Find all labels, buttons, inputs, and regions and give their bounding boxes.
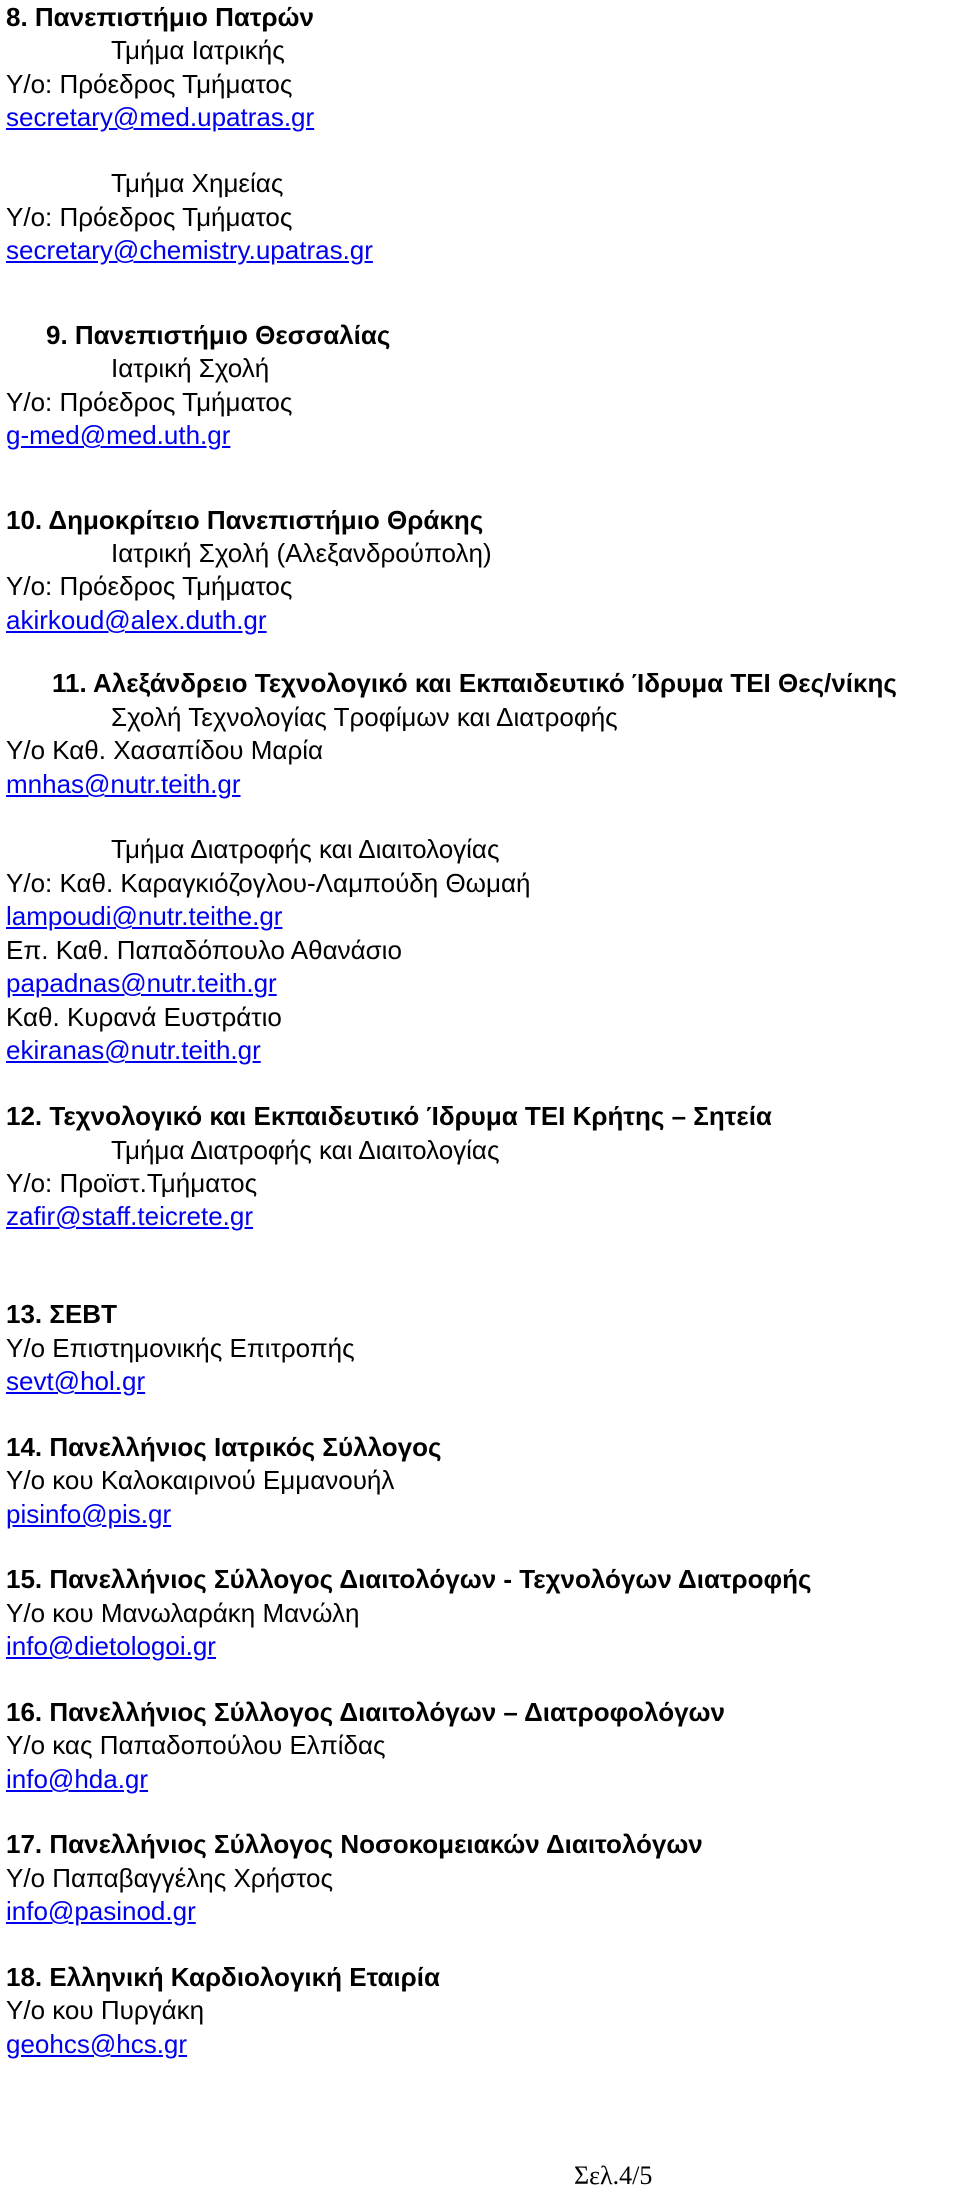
contact-detail: Ιατρική Σχολή	[111, 353, 270, 383]
contact-detail: Υ/ο: Πρόεδρος Τμήματος	[6, 202, 293, 232]
contact-detail: Καθ. Κυρανά Ευστράτιο	[6, 1002, 282, 1032]
organization-heading: 8. Πανεπιστήμιο Πατρών	[6, 2, 314, 32]
email-link[interactable]: g-med@med.uth.gr	[6, 420, 231, 450]
email-link[interactable]: sevt@hol.gr	[6, 1366, 146, 1396]
email-link[interactable]: geohcs@hcs.gr	[6, 2029, 188, 2059]
contact-detail: Επ. Καθ. Παπαδόπουλο Αθανάσιο	[6, 935, 402, 965]
contact-detail: Υ/ο: Καθ. Καραγκιόζογλου-Λαμπούδη Θωμαή	[6, 868, 531, 898]
contact-detail: Τμήμα Χημείας	[111, 168, 284, 198]
organization-heading: 10. Δημοκρίτειο Πανεπιστήμιο Θράκης	[6, 505, 484, 535]
email-link[interactable]: ekiranas@nutr.teith.gr	[6, 1035, 261, 1065]
organization-heading: 12. Τεχνολογικό και Εκπαιδευτικό Ίδρυμα ΤΕΙ Κρήτης – Σητεία	[6, 1101, 772, 1131]
contact-detail: Υ/ο: Πρόεδρος Τμήματος	[6, 387, 293, 417]
email-link[interactable]: lampoudi@nutr.teithe.gr	[6, 901, 283, 931]
email-link[interactable]: papadnas@nutr.teith.gr	[6, 968, 277, 998]
contact-detail: Υ/ο κας Παπαδοπούλου Ελπίδας	[6, 1730, 386, 1760]
email-link[interactable]: info@pasinod.gr	[6, 1896, 196, 1926]
contact-detail: Υ/ο: Πρόεδρος Τμήματος	[6, 571, 293, 601]
contact-detail: Τμήμα Διατροφής και Διαιτολογίας	[111, 834, 500, 864]
email-link[interactable]: mnhas@nutr.teith.gr	[6, 769, 241, 799]
email-link[interactable]: info@dietologoi.gr	[6, 1631, 216, 1661]
organization-heading: 14. Πανελλήνιος Ιατρικός Σύλλογος	[6, 1432, 442, 1462]
contact-detail: Υ/ο κου Πυργάκη	[6, 1995, 205, 2025]
organization-heading: 16. Πανελλήνιος Σύλλογος Διαιτολόγων – Διατροφολόγων	[6, 1697, 725, 1727]
contact-detail: Υ/ο: Προϊστ.Τμήματος	[6, 1168, 258, 1198]
email-link[interactable]: info@hda.gr	[6, 1764, 149, 1794]
contact-detail: Υ/ο: Πρόεδρος Τμήματος	[6, 69, 293, 99]
email-link[interactable]: secretary@med.upatras.gr	[6, 102, 315, 132]
contact-detail: Σχολή Τεχνολογίας Τροφίμων και Διατροφής	[111, 702, 618, 732]
email-link[interactable]: zafir@staff.teicrete.gr	[6, 1201, 253, 1231]
organization-heading: 18. Ελληνική Καρδιολογική Εταιρία	[6, 1962, 440, 1992]
organization-heading: 9. Πανεπιστήμιο Θεσσαλίας	[46, 320, 391, 350]
organization-heading: 11. Αλεξάνδρειο Τεχνολογικό και Εκπαιδευτικό Ίδρυμα ΤΕΙ Θες/νίκης	[52, 668, 897, 698]
contact-detail: Υ/ο Καθ. Χασαπίδου Μαρία	[6, 735, 324, 765]
contact-detail: Ιατρική Σχολή (Αλεξανδρούπολη)	[111, 538, 492, 568]
page-number: Σελ.4/5	[574, 2161, 653, 2190]
contact-detail: Υ/ο κου Καλοκαιρινού Εμμανουήλ	[6, 1465, 395, 1495]
email-link[interactable]: pisinfo@pis.gr	[6, 1499, 172, 1529]
contact-detail: Τμήμα Διατροφής και Διαιτολογίας	[111, 1135, 500, 1165]
organization-heading: 15. Πανελλήνιος Σύλλογος Διαιτολόγων - Τεχνολόγων Διατροφής	[6, 1564, 812, 1594]
email-link[interactable]: akirkoud@alex.duth.gr	[6, 605, 267, 635]
contact-detail: Υ/ο Παπαβαγγέλης Χρήστος	[6, 1863, 333, 1893]
contact-detail: Υ/ο κου Μανωλαράκη Μανώλη	[6, 1598, 360, 1628]
contact-detail: Υ/ο Επιστημονικής Επιτροπής	[6, 1333, 355, 1363]
contact-detail: Τμήμα Ιατρικής	[111, 35, 285, 65]
email-link[interactable]: secretary@chemistry.upatras.gr	[6, 235, 373, 265]
organization-heading: 13. ΣΕΒΤ	[6, 1299, 117, 1329]
organization-heading: 17. Πανελλήνιος Σύλλογος Νοσοκομειακών Διαιτολόγων	[6, 1829, 703, 1859]
